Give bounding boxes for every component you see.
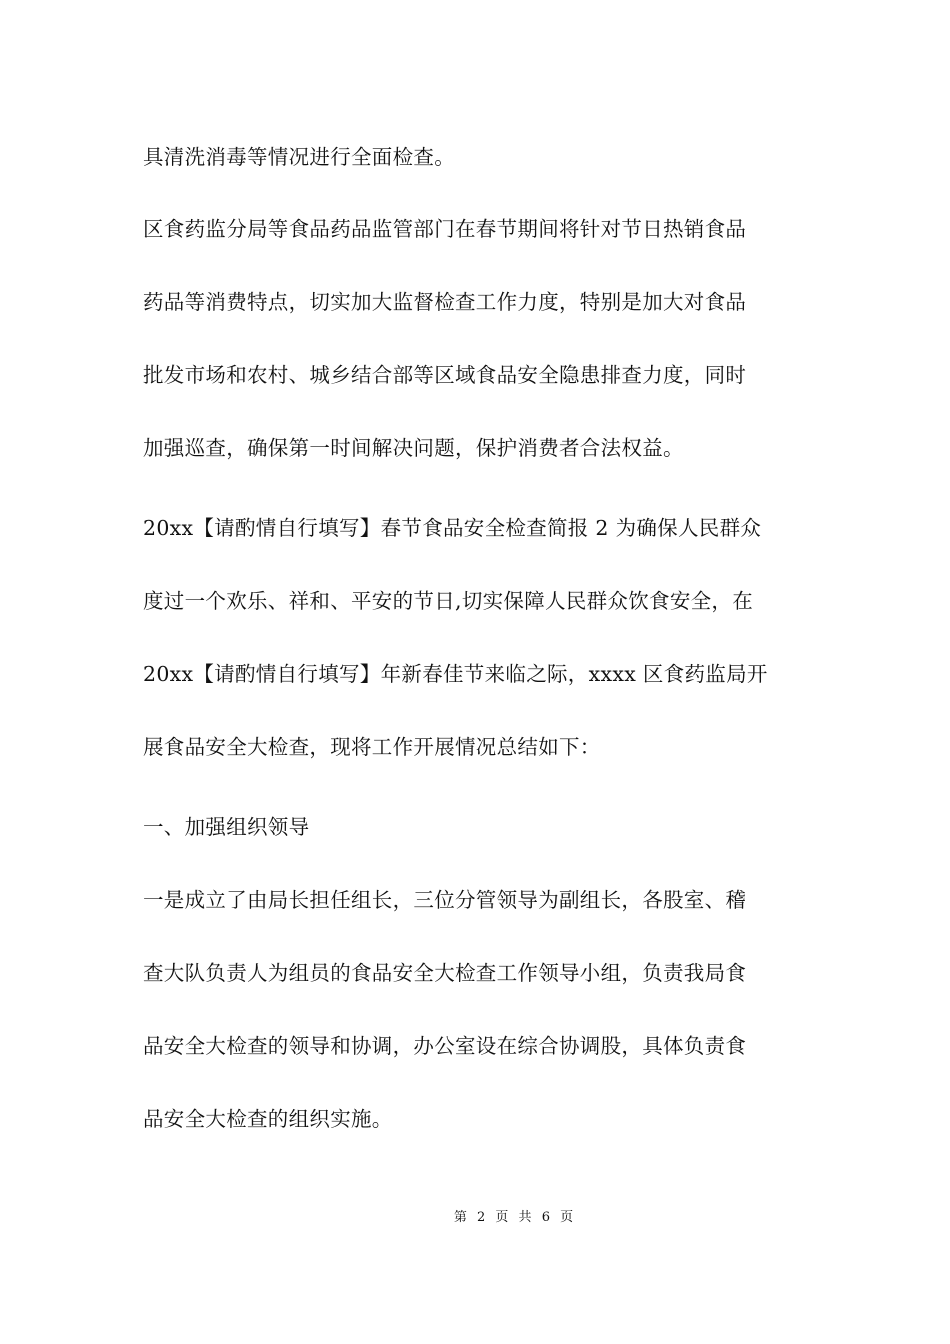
text-line: 批发市场和农村、城乡结合部等区域食品安全隐患排查力度，同时 [143,363,747,387]
page-footer: 第 2 页 共 6 页 [453,1210,577,1225]
text-line: 区食药监分局等食品药品监管部门在春节期间将针对节日热销食品 [143,217,747,241]
text-line: 品安全大检查的领导和协调，办公室设在综合协调股，具体负责食 [143,1034,747,1058]
section-heading: 一、加强组织领导 [143,815,310,839]
text-line: 药品等消费特点，切实加大监督检查工作力度，特别是加大对食品 [143,290,747,314]
text-line: 20xx【请酌情自行填写】春节食品安全检查简报 2 为确保人民群众 [143,516,762,540]
text-line: 查大队负责人为组员的食品安全大检查工作领导小组，负责我局食 [143,961,747,985]
text-line: 20xx【请酌情自行填写】年新春佳节来临之际，xxxx 区食药监局开 [143,662,768,686]
text-line: 一是成立了由局长担任组长，三位分管领导为副组长，各股室、稽 [143,888,747,912]
text-line: 具清洗消毒等情况进行全面检查。 [143,145,455,169]
text-line: 加强巡查，确保第一时间解决问题，保护消费者合法权益。 [143,436,684,460]
text-line: 展食品安全大检查，现将工作开展情况总结如下： [143,735,601,759]
text-line: 品安全大检查的组织实施。 [143,1107,393,1131]
text-line: 度过一个欢乐、祥和、平安的节日,切实保障人民群众饮食安全，在 [143,589,754,613]
